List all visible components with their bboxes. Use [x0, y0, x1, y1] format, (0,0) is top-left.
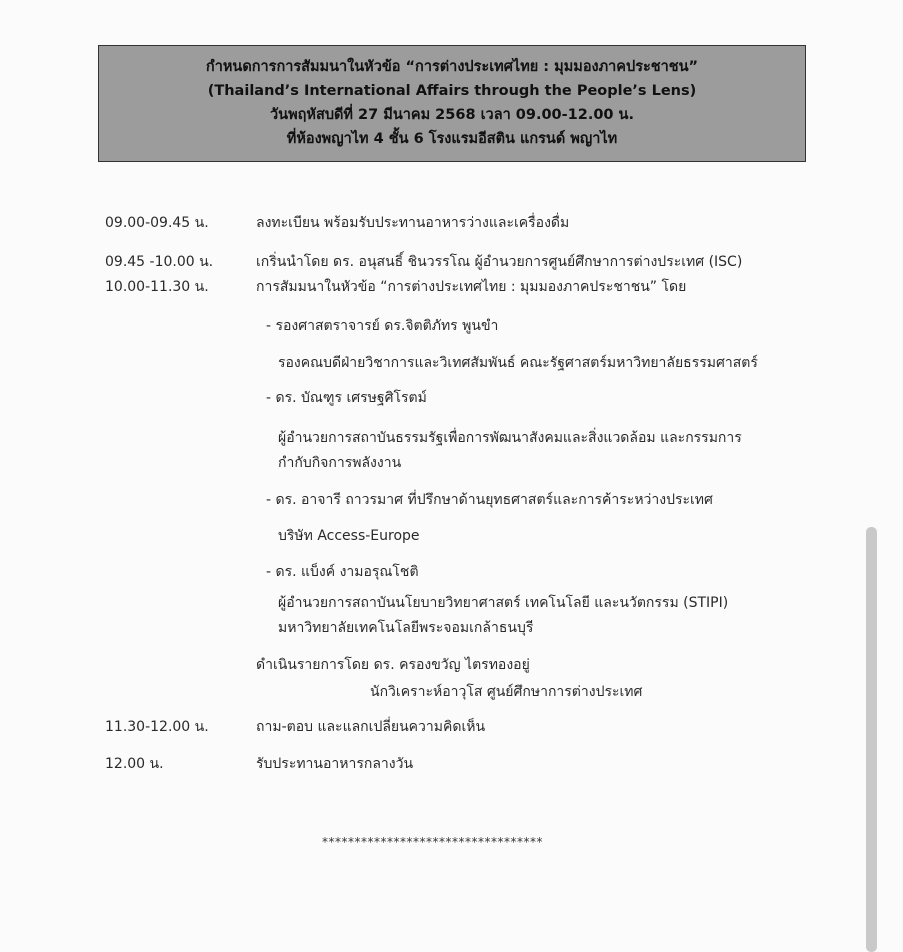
schedule-time: 09.45 -10.00 น.: [105, 254, 214, 270]
agenda-header-box: [98, 45, 806, 162]
vertical-scrollbar[interactable]: [866, 527, 877, 952]
end-divider: **********************************: [322, 835, 543, 849]
schedule-item: รับประทานอาหารกลางวัน: [256, 756, 414, 772]
schedule-time: 11.30-12.00 น.: [105, 719, 209, 735]
speaker-role: กำกับกิจการพลังงาน: [278, 455, 402, 471]
moderator-line: ดำเนินรายการโดย ดร. ครองขวัญ ไตรทองอยู่: [256, 657, 530, 673]
header-subtitle-en: (Thailand’s International Affairs through the People’s Lens): [207, 83, 697, 99]
header-title: กำหนดการการสัมมนาในหัวข้อ “การต่างประเทศไทย : มุมมองภาคประชาชน”: [205, 59, 699, 75]
speaker-name: - ดร. บัณฑูร เศรษฐศิโรตม์: [266, 390, 427, 406]
speaker-role: ผู้อำนวยการสถาบันธรรมรัฐเพื่อการพัฒนาสังคมและสิ่งแวดล้อม และกรรมการ: [278, 430, 742, 446]
schedule-time: 10.00-11.30 น.: [105, 279, 209, 295]
header-date: วันพฤหัสบดีที่ 27 มีนาคม 2568 เวลา 09.00-12.00 น.: [270, 107, 634, 123]
speaker-role: บริษัท Access-Europe: [278, 528, 420, 544]
speaker-role: ผู้อำนวยการสถาบันนโยบายวิทยาศาสตร์ เทคโนโลยี และนวัตกรรม (STIPI): [278, 595, 729, 611]
speaker-name: - ดร. อาจารี ถาวรมาศ ที่ปรึกษาด้านยุทธศาสตร์และการค้าระหว่างประเทศ: [266, 492, 713, 508]
schedule-item: เกริ่นนำโดย ดร. อนุสนธิ์ ชินวรรโณ ผู้อำนวยการศูนย์ศึกษาการต่างประเทศ (ISC): [256, 254, 743, 270]
moderator-title: นักวิเคราะห์อาวุโส ศูนย์ศึกษาการต่างประเทศ: [370, 684, 643, 700]
schedule-item: การสัมมนาในหัวข้อ “การต่างประเทศไทย : มุมมองภาคประชาชน” โดย: [256, 279, 687, 295]
header-venue: ที่ห้องพญาไท 4 ชั้น 6 โรงแรมอีสติน แกรนด์ พญาไท: [286, 131, 618, 147]
speaker-name: - ดร. แบ็งค์ งามอรุณโชติ: [266, 564, 419, 580]
speaker-role: รองคณบดีฝ่ายวิชาการและวิเทศสัมพันธ์ คณะรัฐศาสตร์มหาวิทยาลัยธรรมศาสตร์: [278, 355, 758, 371]
schedule-item: ถาม-ตอบ และแลกเปลี่ยนความคิดเห็น: [256, 719, 486, 735]
schedule-time: 09.00-09.45 น.: [105, 215, 209, 231]
speaker-role: มหาวิทยาลัยเทคโนโลยีพระจอมเกล้าธนบุรี: [278, 620, 534, 636]
schedule-item: ลงทะเบียน พร้อมรับประทานอาหารว่างและเครื่องดื่ม: [256, 215, 570, 231]
schedule-time: 12.00 น.: [105, 756, 164, 772]
speaker-name: - รองศาสตราจารย์ ดร.จิตติภัทร พูนขำ: [266, 318, 499, 334]
